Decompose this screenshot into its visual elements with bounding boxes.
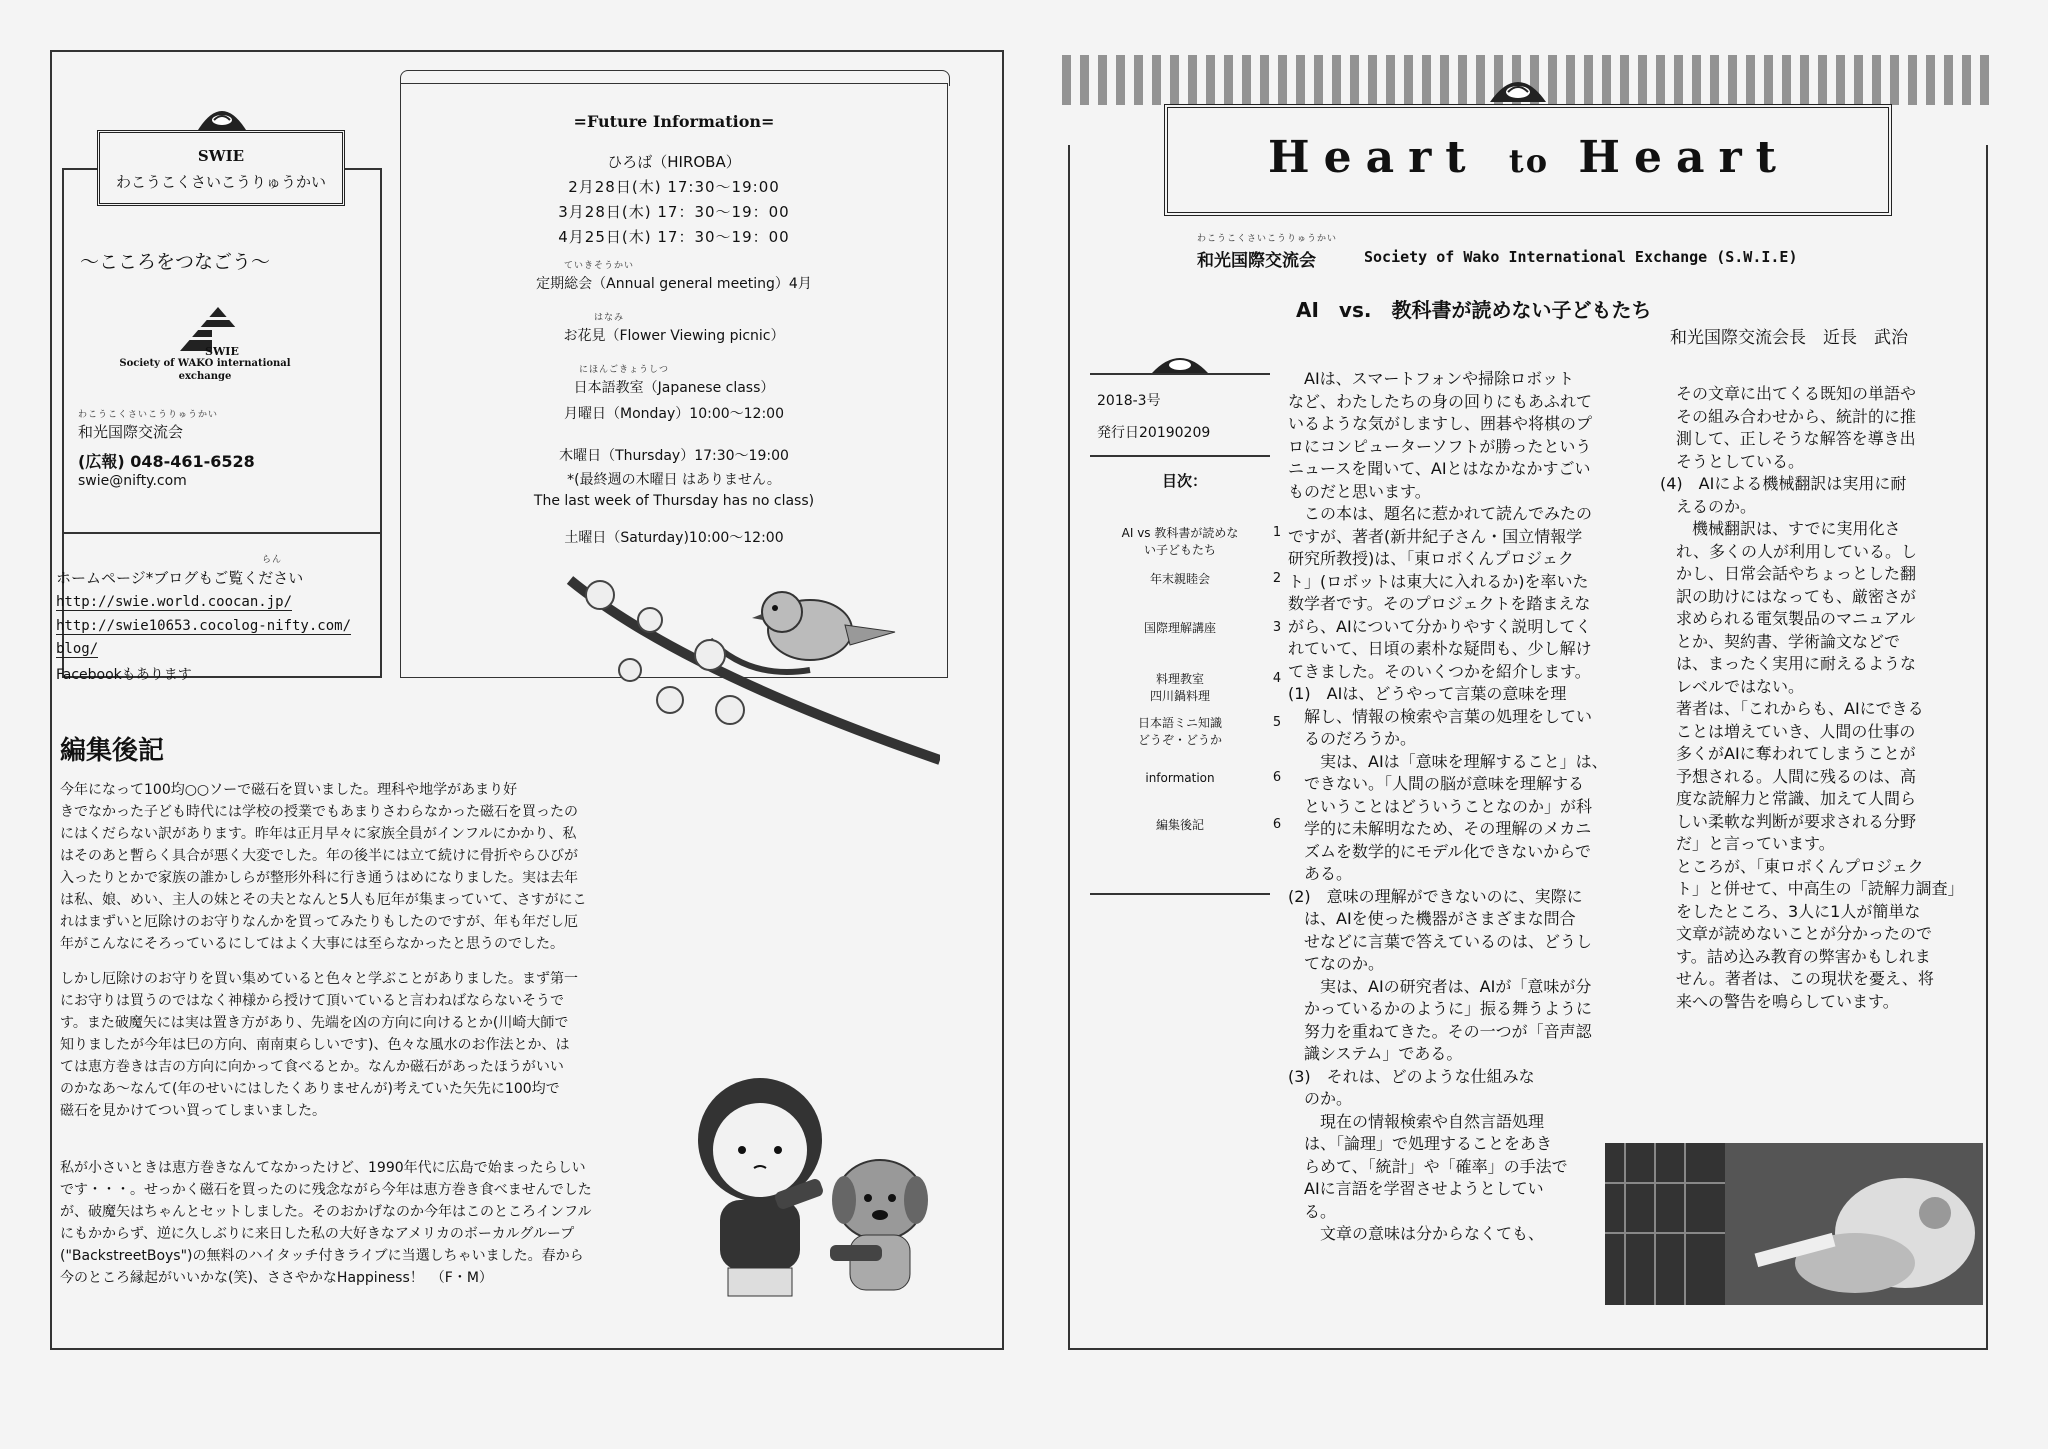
hiroba-label: ひろば（HIROBA） [607,153,741,171]
facebook-note: Facebookもあります [56,667,192,683]
article-title: AI vs. 教科書が読めない子どもたち [1296,298,1652,322]
divider [1090,373,1270,375]
saturday-class: 土曜日（Saturday)10:00～12:00 [564,530,784,546]
masthead-org-kana: わこうこくさいこうりゅうかい [1197,234,1338,244]
ornament-icon [1488,68,1548,104]
editorial-paragraph: しかし厄除けのお守りを買い集めていると色々と学ぶことがありました。まず第一 にお守りは買うのではなく神様から授けて頂いていると言わねばならないそうで す。また破魔矢には実は置き方があり、先端を凶の方向に向けるとか(川崎大師で 知りましたが今年は巳の方向、南南東らしいです)、色々な風水のお作法とか、は ては恵方巻きは吉の方向に向かって食べるとか。なんか磁石があったほうがいい のかなあ～なんて(年のせいにはしたくありませんが)考えていた矢先に100均で 磁石を見かけてつい買ってしまいました。 [60,971,578,1119]
hiroba-date: 2月28日(木) 17:30～19:00 [568,178,780,196]
title-heart-2: Heart [1578,132,1790,183]
jp-class-ruby: にほんごきょうしつ [578,365,669,375]
title-heart-1: Heart [1268,132,1480,183]
homepage-url[interactable]: http://swie.world.coocan.jp/ [56,594,293,610]
toc-page: 5 [1272,715,1282,730]
future-info [400,112,948,547]
org-kana: わこうこくさいこうりゅうかい [78,410,219,420]
slogan: ～こころをつなごう～ [80,251,271,273]
issue-number: 2018-3号 [1097,393,1161,409]
article-author: 和光国際交流会長 近長 武治 [1670,328,1908,348]
hiroba-date: 4月25日(木) 17：30～19：00 [558,228,790,246]
blog-url[interactable]: http://swie10653.cocolog-nifty.com/ [56,618,352,634]
paper-curl [400,70,950,86]
masthead-org-en: Society of Wako International Exchange (S.W.I.E) [1364,248,1798,266]
ornament-icon [1150,347,1210,375]
masthead-org-name: 和光国際交流会 [1197,251,1316,271]
editorial-heading: 編集後記 [60,736,165,766]
toc-item[interactable]: 年末親睦会 [1149,572,1210,586]
toc-item[interactable]: information [1145,771,1215,785]
ruby-ran: らん [262,555,283,565]
title-to: to [1508,142,1550,180]
toc-item[interactable]: 日本語ミニ知識 どうぞ・どうか [1137,716,1222,747]
robot-photo [1605,1143,1983,1305]
swie-title-box [97,130,345,206]
masthead-title [1268,132,1790,183]
toc-title: 目次： [1162,472,1208,490]
future-info-title: =Future Information= [573,112,775,131]
hanami: お花見（Flower Viewing picnic） [563,328,785,344]
divider [62,532,382,534]
logo-text-main: SWIE [205,345,239,358]
article-column-2: その文章に出てくる既知の単語や その組み合わせから、統計的に推 測して、正しそうな解答を導き出 そうとしている。 (4) AIによる機械翻訳は実用に耐 えるのか。 機械翻訳は、すでに実用化さ れ、多くの人が利用している。し かし、日常会話やちょっとした翻 訳の助けにはなっても、厳密さが 求められる電気製品のマニュアル とか、契約書、学術論文などで は、まったく実用に耐えるような レベルではない。 著者は、「これからも、AIにできる ことは増えていき、人間の仕事の 多くがAIに奪われてしまうことが 予想される。人間に残るのは、高 度な読解力と常識、加えて人間ら しい柔軟な判断が要求される分野 だ」と言っています。 ところが、「東ロボくんプロジェク ト」と併せて、中高生の「読解力調査」 をしたところ、3人に1人が簡単な 文章が読めないことが分かったので す。詰め込み教育の弊害かもしれま せん。著者は、この現状を憂え、将 来への警告を鳴らしています。 [1660,384,1964,1011]
agm-ruby: ていきそうかい [563,261,634,271]
logo-text-sub: Society of WAKO international exchange [119,358,291,382]
issue-date: 発行日20190209 [1097,425,1211,441]
hiroba-date: 3月28日(木) 17：30～19：00 [558,203,790,221]
toc-page: 2 [1272,571,1282,586]
org-name: 和光国際交流会 [78,423,184,441]
homepage-label: ホームページ*ブログもご覧ください [56,569,304,587]
thursday-note-en: The last week of Thursday has no class) [533,493,815,509]
thursday-class: 木曜日（Thursday）17:30～19:00 [559,448,789,464]
table-of-contents [1090,525,1300,855]
girl-and-dog-illustration [680,1050,950,1310]
toc-page: 3 [1272,620,1282,635]
agm: 定期総会（Annual general meeting）4月 [536,276,812,292]
toc-item[interactable]: 編集後記 [1155,818,1204,832]
toc-page: 4 [1272,671,1282,686]
editorial-paragraph: 今年になって100均○○ソーで磁石を買いました。理科や地学があまり好 きでなかった子ども時代には学校の授業でもあまりさわらなかった磁石を買ったの にはくだらない訳があります。昨年は正月早々に家族全員がインフルにかかり、私 はそのあと暫らく具合が悪く大変でした。年の後半には立て続けに骨折やらひびが 入ったりとかで家族の誰かしらが整形外科に行き通うはめになりました。実は去年 は私、娘、めい、主人の妹とその夫となんと5人も厄年が集まっていて、さすがにこ れはまずいと厄除けのお守りなんかを買ってみたりもしたのですが、年も年だし厄 年がこんなにそろっているにしてはよく大事には至らなかったと思うのでした。 [60,782,587,952]
divider [1090,455,1270,457]
toc-page: 6 [1272,817,1282,832]
bird-on-branch-illustration [560,560,940,780]
swie-title: SWIE [197,147,245,165]
toc-item[interactable]: 国際理解講座 [1143,621,1216,635]
jp-class: 日本語教室（Japanese class） [573,380,775,396]
toc-page: 1 [1272,525,1282,540]
blog-url-cont[interactable]: blog/ [56,641,99,657]
hanami-ruby: はなみ [593,313,624,323]
article-column-1: AIは、スマートフォンや掃除ロボット など、わたしたちの身の回りにもあふれて いるような気がしますし、囲碁や将棋のプ ロにコンピューターソフトが勝ったという ニュースを聞いて、AIとはなかなかすごい ものだと思います。 この本は、題名に惹かれて読んでみたの ですが、著者(新井紀子さん・国立情報学 研究所教授)は、「東ロボくんプロジェク ト」(ロボットは東大に入れるか)を率いた 数学者です。そのプロジェクトを踏まえな がら、AIについて分かりやすく説明してく れていて、日頃の素朴な疑問も、少し解け てきました。そのいくつかを紹介します。 (1) AIは、どうやって言葉の意味を理 解し、情報の検索や言葉の処理をしてい るのだろうか。 実は、AIは「意味を理解すること」は、 できない。「人間の脳が意味を理解する ということはどういうことなのか」が科 学的に未解明なため、その理解のメカニ ズムを数学的にモデル化できないからで ある。 (2) 意味の理解ができないのに、実際に は、AIを使った機器がさまざまな問合 せなどに言葉で答えているのは、どうし てなのか。 実は、AIの研究者は、AIが「意味が分 かっているかのように」振る舞うように 努力を重ねてきた。その一つが「音声認 識システム」である。 (3) それは、どのような仕組みな のか。 現在の情報検索や自然言語処理 は、「論理」で処理することをあき らめて、「統計」や「確率」の手法で AIに言語を学習させようとしてい る。 文章の意味は分からなくても、 [1288,369,1608,1243]
toc-item[interactable]: 料理教室 四川鍋料理 [1149,672,1210,703]
monday-class: 月曜日（Monday）10:00～12:00 [564,406,784,422]
divider [1090,893,1270,895]
toc-item[interactable]: AI vs 教科書が読めな い子どもたち [1121,526,1239,557]
email-address[interactable]: swie@nifty.com [78,473,187,489]
editorial-paragraph: 私が小さいときは恵方巻きなんてなかったけど、1990年代に広島で始まったらしい です・・・。せっかく磁石を買ったのに残念ながら今年は恵方巻き食べませんでした が、破魔矢はちゃんとセットしました。そのおかげなのか今年はこのところインフル にもかからず、逆に久しぶりに来日した私の大好きなアメリカのボーカルグループ ("BackstreetBoys")の無料のハイタッチ付きライブに当選しちゃいました。春から 今のところ縁起がいいかな(笑)、ささやかなHappiness！ （F・M） [60,1160,592,1286]
masthead-title-box [1164,104,1892,216]
ornament-icon [196,98,248,132]
thursday-note: *(最終週の木曜日 はありません。 [567,472,781,488]
phone-number: (広報) 048-461-6528 [78,452,255,471]
swie-kana-name: わこうこくさいこうりゅうかい [115,173,326,191]
toc-page: 6 [1272,770,1282,785]
